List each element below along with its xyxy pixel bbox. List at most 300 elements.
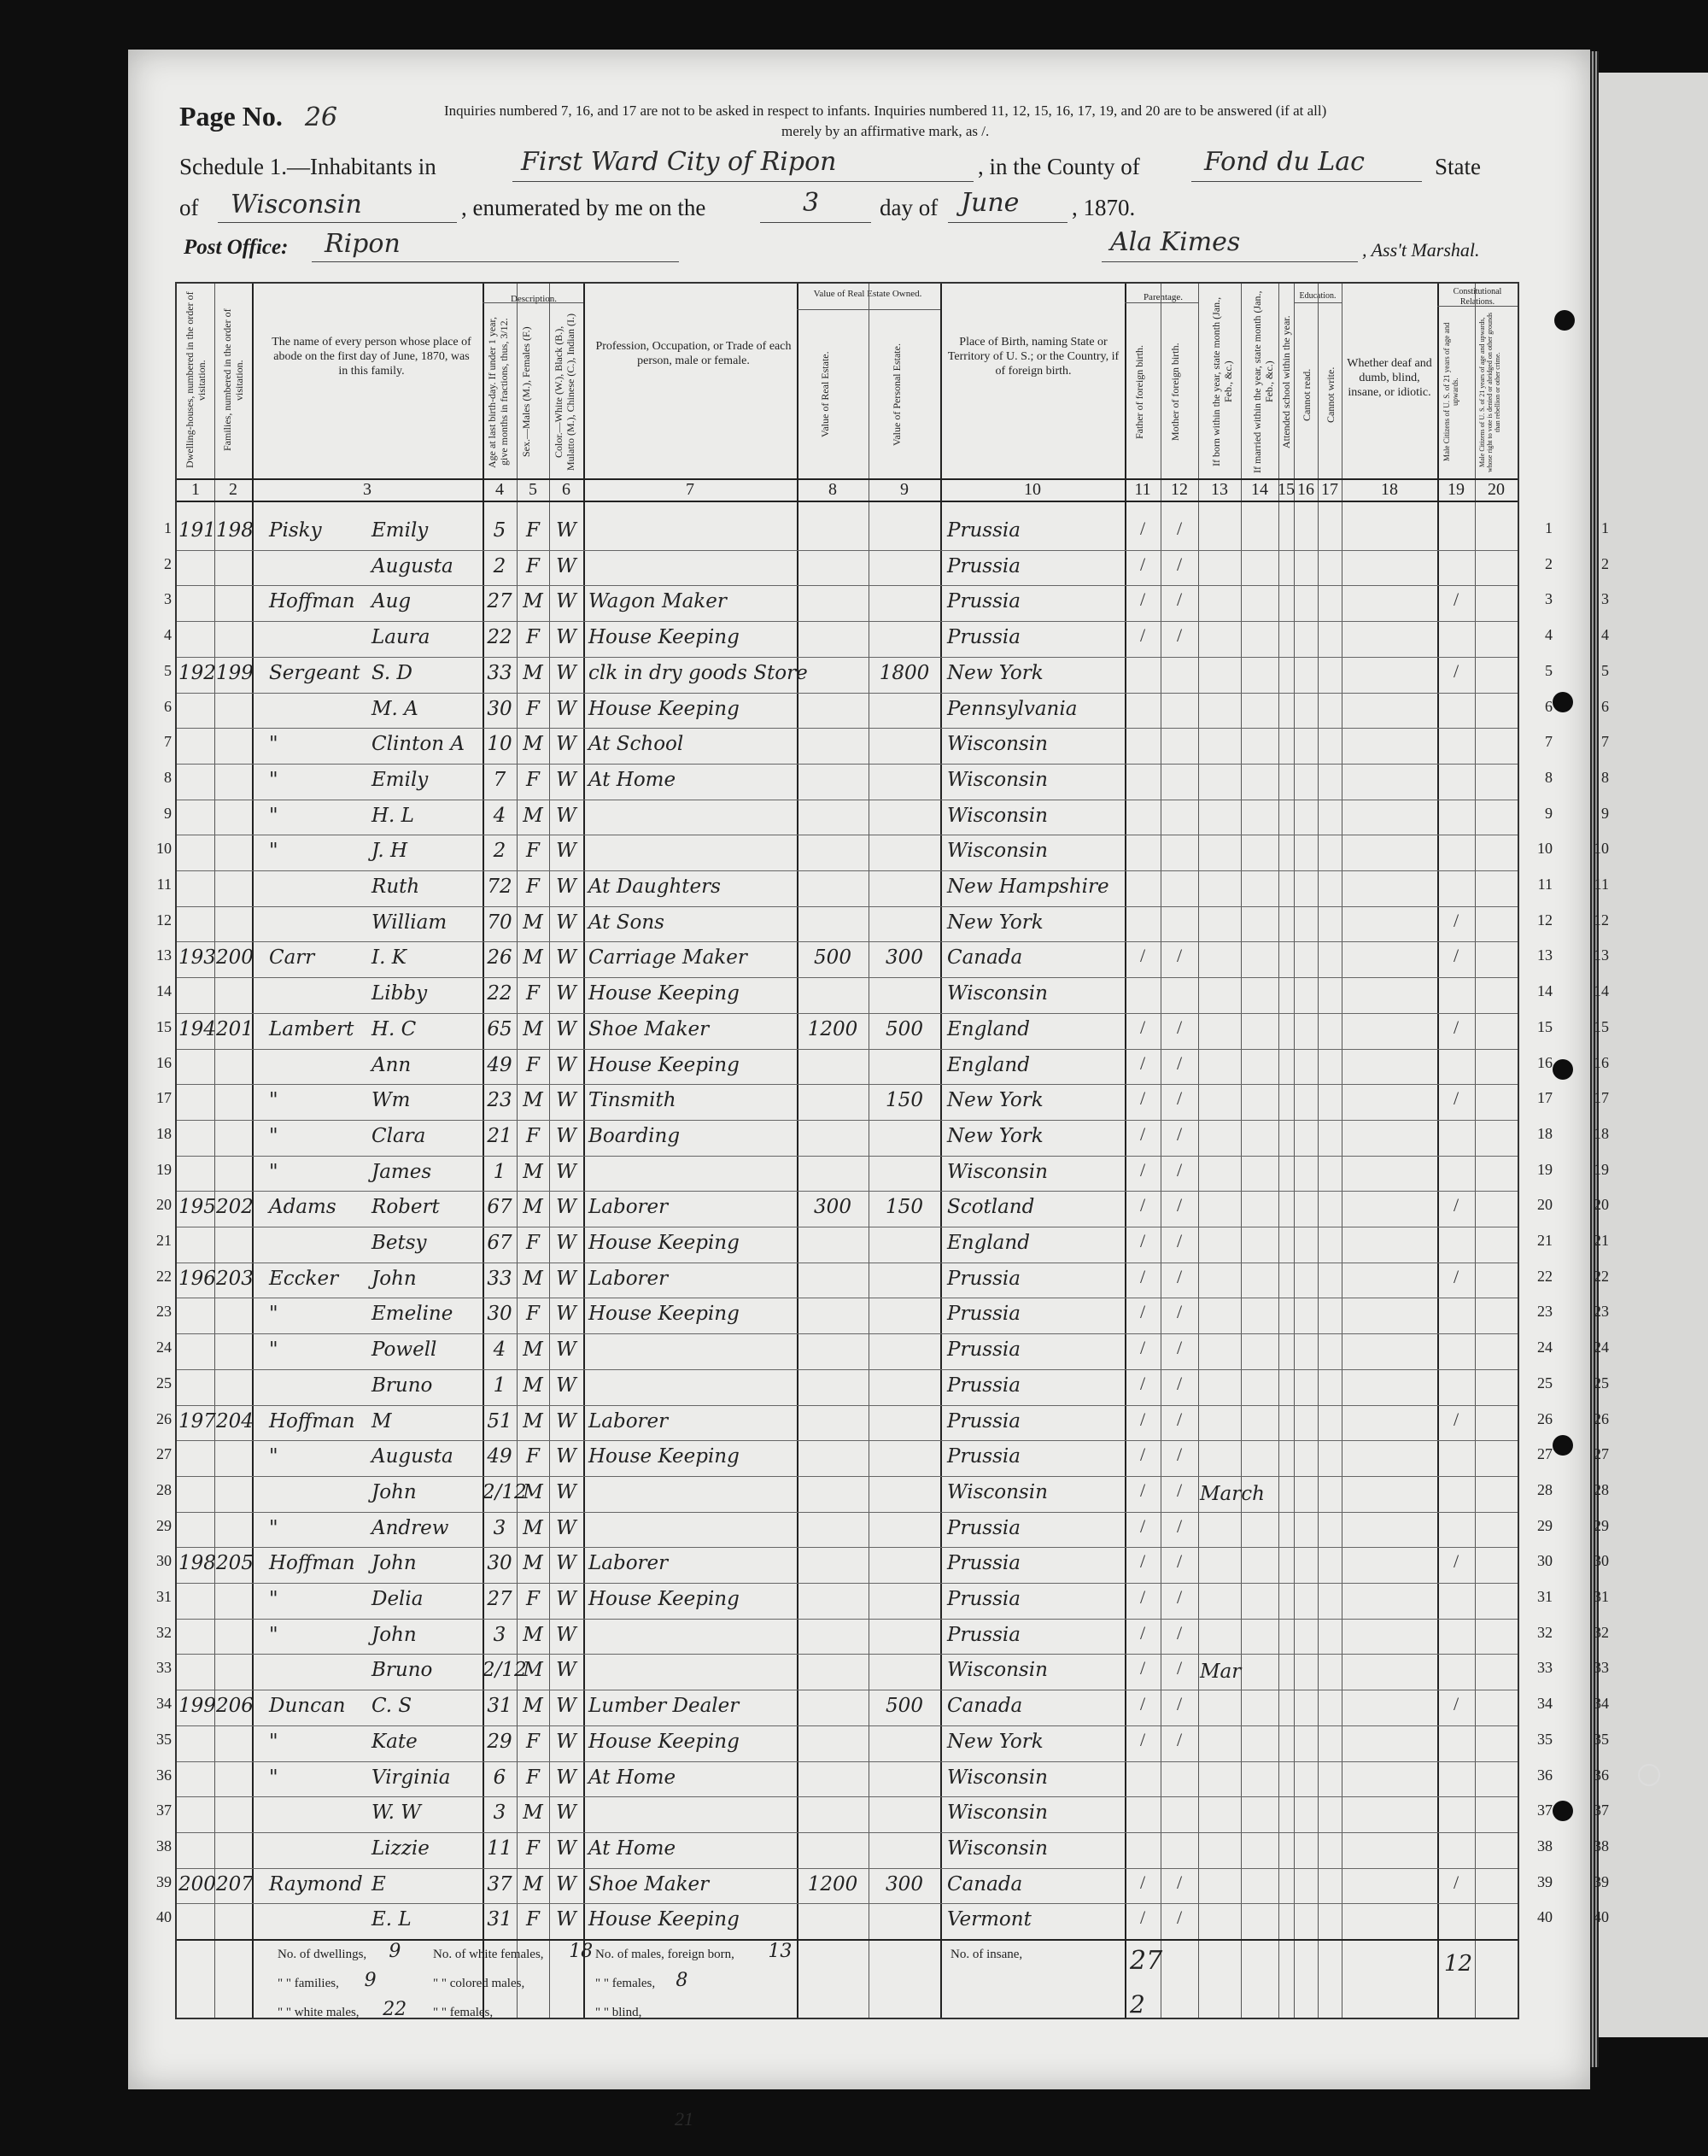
mother-foreign-mark: /: [1176, 1230, 1183, 1251]
month-value: June: [961, 188, 1020, 218]
male-citizen-mark: /: [1453, 589, 1459, 611]
color: W: [556, 840, 576, 863]
mother-foreign-mark: /: [1176, 945, 1183, 967]
row-number: 40: [1537, 1908, 1553, 1926]
post-office-label: Post Office:: [184, 236, 289, 259]
color: W: [556, 1695, 576, 1718]
male-citizen-mark: /: [1453, 1871, 1459, 1893]
surname: Hoffman: [269, 590, 355, 613]
surname: ": [269, 1124, 278, 1147]
row-number: 17: [1537, 1089, 1553, 1107]
row-number: 1: [1545, 519, 1553, 536]
age: 22: [487, 982, 512, 1005]
row-number: 16: [1537, 1053, 1553, 1071]
birthplace: Prussia: [947, 1516, 1021, 1539]
row-number: 32: [1594, 1623, 1609, 1641]
birthplace: Prussia: [947, 1445, 1021, 1468]
father-foreign-mark: /: [1139, 1514, 1146, 1537]
color: W: [556, 1267, 576, 1290]
column-rule: [1294, 284, 1295, 2018]
given-name: Bruno: [371, 1659, 433, 1682]
row-number: 12: [1594, 911, 1609, 929]
row-number: 30: [1537, 1552, 1553, 1570]
male-citizen-mark: /: [1453, 909, 1459, 931]
mother-foreign-mark: /: [1176, 1122, 1183, 1145]
row-rule: [177, 728, 1518, 729]
birthplace: Canada: [947, 1872, 1023, 1895]
occupation: Shoe Maker: [588, 1017, 710, 1040]
row-number: 11: [1594, 876, 1609, 893]
mother-foreign-mark: /: [1176, 1444, 1183, 1466]
row-number: 3: [1601, 590, 1609, 608]
color: W: [556, 1766, 576, 1789]
row-number: 28: [1594, 1480, 1609, 1498]
col5-header: Sex.—Males (M.), Females (F.): [520, 326, 532, 458]
birthplace: Wisconsin: [947, 982, 1048, 1005]
sex: F: [526, 1445, 540, 1468]
given-name: John: [371, 1480, 417, 1503]
footer-mark: 21: [675, 2108, 693, 2130]
sex: M: [523, 946, 543, 970]
father-foreign-mark: /: [1139, 1087, 1146, 1110]
mother-foreign-mark: /: [1176, 553, 1183, 575]
occupation: At Home: [588, 768, 676, 791]
row-rule: [177, 1369, 1518, 1370]
birthplace: Canada: [947, 946, 1023, 970]
age: 11: [487, 1837, 512, 1860]
birthplace: Prussia: [947, 1409, 1021, 1432]
row-number: 34: [156, 1695, 172, 1713]
sex: M: [523, 1516, 543, 1539]
row-rule: [177, 870, 1518, 871]
row-number: 22: [1537, 1267, 1553, 1285]
personal-estate-value: 300: [886, 946, 923, 970]
punch-ring: [1638, 1764, 1660, 1786]
age: 33: [487, 1267, 512, 1290]
row-number: 11: [1537, 876, 1553, 893]
father-foreign-mark: /: [1139, 624, 1146, 647]
birthplace: Prussia: [947, 1623, 1021, 1646]
birthplace: Prussia: [947, 1339, 1021, 1362]
male-citizen-mark: /: [1453, 1087, 1459, 1110]
mother-foreign-mark: /: [1176, 1657, 1183, 1679]
subheader-rule: [1125, 302, 1198, 303]
row-number: 7: [1545, 733, 1553, 751]
row-number: 29: [1537, 1516, 1553, 1534]
row-number: 3: [164, 590, 172, 608]
given-name: John: [371, 1623, 417, 1646]
mother-foreign-mark: /: [1176, 1871, 1183, 1893]
given-name: Ruth: [371, 876, 420, 898]
color: W: [556, 1196, 576, 1219]
row-number: 4: [164, 626, 172, 644]
row-number: 19: [1594, 1160, 1609, 1178]
marshal-underline: [1102, 261, 1358, 262]
col20-header: Male Citizens of U. S. of 21 years of age and upwards, whose right to vote is denied or abridged on other grounds than rebellion or other crime.: [1478, 312, 1501, 472]
birthplace: Prussia: [947, 1267, 1021, 1290]
occupation: Shoe Maker: [588, 1872, 710, 1895]
father-foreign-mark: /: [1139, 1158, 1146, 1181]
row-rule: [177, 1583, 1518, 1584]
given-name: Delia: [371, 1588, 424, 1610]
column-rule: [583, 284, 585, 2018]
given-name: Libby: [371, 982, 428, 1005]
sex: M: [523, 1196, 543, 1219]
row-rule: [177, 1440, 1518, 1441]
color: W: [556, 1089, 576, 1112]
col13-header: If born within the year, state month (Jan., Feb., &c.): [1210, 296, 1234, 467]
real-estate-value: 1200: [807, 1017, 858, 1040]
row-number: 16: [156, 1053, 172, 1071]
row-number: 21: [1594, 1232, 1609, 1249]
given-name: Emeline: [371, 1303, 453, 1326]
occupation: Wagon Maker: [588, 590, 727, 613]
occupation: At Home: [588, 1837, 676, 1860]
enumerated-label: , enumerated by me on the: [461, 195, 706, 220]
col6-header: Color.—White (W.), Black (B.), Mulatto (M.), Chinese (C.), Indian (I.): [553, 313, 576, 471]
row-number: 23: [1537, 1303, 1553, 1321]
summary-label: " " families,: [278, 1977, 339, 1990]
post-office-underline: [312, 261, 679, 262]
personal-estate-value: 1800: [879, 661, 930, 684]
sex: F: [526, 1766, 540, 1789]
row-number: 22: [1594, 1267, 1609, 1285]
county-underline: [1191, 181, 1422, 182]
surname: Hoffman: [269, 1409, 355, 1432]
mother-foreign-mark: /: [1176, 589, 1183, 611]
dwelling-number: 198: [178, 1552, 216, 1575]
subheader-rule: [1437, 306, 1518, 307]
mother-foreign-mark: /: [1176, 1621, 1183, 1643]
row-number: 27: [1537, 1445, 1553, 1463]
father-foreign-mark: /: [1139, 1016, 1146, 1038]
state-underline: [218, 222, 457, 223]
father-foreign-mark: /: [1139, 1372, 1146, 1394]
col10-header: Place of Birth, naming State or Territory of U. S.; or the Country, if of foreign birth.: [947, 336, 1120, 378]
col11-header: Father of foreign birth.: [1133, 345, 1145, 439]
col7-header: Profession, Occupation, or Trade of each person, male or female.: [595, 340, 792, 367]
adjacent-page-edge: [1595, 73, 1708, 2037]
insane-label: No. of insane,: [951, 1948, 1023, 1961]
summary-label: " " females,: [595, 1977, 656, 1990]
given-name: Lizzie: [371, 1837, 430, 1860]
age: 4: [493, 1339, 506, 1362]
color: W: [556, 1516, 576, 1539]
row-number: 5: [1545, 661, 1553, 679]
given-name: Clara: [371, 1124, 426, 1147]
given-name: Emily: [371, 768, 429, 791]
given-name: John: [371, 1267, 417, 1290]
row-rule: [177, 1654, 1518, 1655]
family-number: 199: [216, 661, 254, 684]
male-citizen-mark: /: [1453, 1194, 1459, 1216]
father-foreign-mark: /: [1139, 1122, 1146, 1145]
summary-label: " " females,: [433, 2006, 494, 2019]
age: 2: [493, 840, 506, 863]
day-value: 3: [803, 188, 820, 218]
parentage-total-2: 2: [1130, 1990, 1145, 2018]
column-rule: [797, 284, 798, 2018]
age: 67: [487, 1232, 512, 1254]
dwelling-number: 199: [178, 1695, 216, 1718]
row-rule: [177, 550, 1518, 551]
row-number: 22: [156, 1267, 172, 1285]
row-rule: [177, 657, 1518, 658]
sex: M: [523, 804, 543, 827]
age: 23: [487, 1089, 512, 1112]
father-foreign-mark: /: [1139, 1052, 1146, 1074]
surname: ": [269, 733, 278, 756]
col12-header: Mother of foreign birth.: [1169, 343, 1181, 442]
row-number: 36: [1594, 1766, 1609, 1784]
mother-foreign-mark: /: [1176, 1586, 1183, 1608]
day-of-label: day of: [880, 195, 939, 220]
male-citizen-mark: /: [1453, 1265, 1459, 1287]
row-rule: [177, 1725, 1518, 1726]
surname: ": [269, 1623, 278, 1646]
column-number: 4: [495, 480, 504, 499]
row-number: 9: [1601, 804, 1609, 822]
mother-foreign-mark: /: [1176, 1907, 1183, 1929]
age: 1: [493, 1160, 506, 1183]
color: W: [556, 1908, 576, 1931]
inquiry-note-line2: merely by an affirmative mark, as /.: [781, 123, 990, 139]
column-rule: [1318, 284, 1319, 2018]
dwelling-number: 197: [178, 1409, 216, 1432]
row-number: 33: [156, 1659, 172, 1677]
column-number: 12: [1171, 480, 1188, 499]
col9-header: Value of Personal Estate.: [891, 343, 903, 446]
row-rule: [177, 621, 1518, 622]
sex: F: [526, 1837, 540, 1860]
dwelling-number: 192: [178, 661, 216, 684]
color: W: [556, 1445, 576, 1468]
birthplace: New York: [947, 661, 1044, 684]
birthplace: Wisconsin: [947, 1480, 1048, 1503]
mother-foreign-mark: /: [1176, 1479, 1183, 1501]
column-number: 9: [900, 480, 909, 499]
sex: M: [523, 1160, 543, 1183]
column-rule: [1198, 284, 1199, 2018]
row-number: 2: [1545, 554, 1553, 572]
totals-rule: [177, 1939, 1518, 1941]
given-name: Augusta: [371, 1445, 453, 1468]
age: 22: [487, 626, 512, 649]
schedule-line: Schedule 1.—Inhabitants in: [179, 154, 436, 179]
occupation: House Keeping: [588, 1445, 740, 1468]
binding-hole: [1553, 1801, 1573, 1821]
color: W: [556, 1588, 576, 1610]
surname: ": [269, 1766, 278, 1789]
age: 7: [493, 768, 506, 791]
family-number: 198: [216, 519, 254, 542]
color: W: [556, 1730, 576, 1753]
color: W: [556, 1124, 576, 1147]
birthplace: New York: [947, 1089, 1044, 1112]
row-number: 26: [1537, 1409, 1553, 1427]
sex: F: [526, 768, 540, 791]
sex: M: [523, 1480, 543, 1503]
row-number: 16: [1594, 1053, 1609, 1071]
age: 3: [493, 1802, 506, 1825]
col19-header: Male Citizens of U. S. of 21 years of age and upwards.: [1442, 322, 1459, 462]
row-number: 40: [1594, 1908, 1609, 1926]
row-number: 36: [1537, 1766, 1553, 1784]
birthplace: Wisconsin: [947, 1160, 1048, 1183]
father-foreign-mark: /: [1139, 1230, 1146, 1251]
column-rule: [940, 284, 942, 2018]
surname: ": [269, 1730, 278, 1753]
birthplace: Pennsylvania: [947, 697, 1078, 720]
birthplace: New York: [947, 1124, 1044, 1147]
parentage-total: 27: [1130, 1946, 1163, 1976]
summary-label: " " white males,: [278, 2006, 360, 2019]
birthplace: New York: [947, 1730, 1044, 1753]
personal-estate-value: 150: [886, 1089, 923, 1112]
birthplace: New Hampshire: [947, 876, 1109, 898]
sex: F: [526, 1053, 540, 1076]
inquiry-note: [444, 101, 1326, 142]
occupation: Laborer: [588, 1552, 669, 1575]
male-citizen-mark: /: [1453, 1016, 1459, 1038]
birthplace: England: [947, 1017, 1030, 1040]
column-rule: [549, 284, 550, 2018]
surname: ": [269, 1160, 278, 1183]
row-number: 11: [156, 876, 172, 893]
surname: Carr: [269, 946, 315, 970]
occupation: House Keeping: [588, 626, 740, 649]
occupation: Lumber Dealer: [588, 1695, 740, 1718]
sex: F: [526, 554, 540, 577]
row-number: 6: [1601, 697, 1609, 715]
sex: F: [526, 1124, 540, 1147]
father-foreign-mark: /: [1139, 1693, 1146, 1715]
color: W: [556, 590, 576, 613]
surname: Lambert: [269, 1017, 354, 1040]
occupation: House Keeping: [588, 1730, 740, 1753]
row-rule: [177, 1903, 1518, 1904]
row-rule: [177, 977, 1518, 978]
occupation: At Sons: [588, 911, 664, 934]
row-number: 17: [1594, 1089, 1609, 1107]
surname: ": [269, 1303, 278, 1326]
month-underline: [948, 222, 1068, 223]
surname: ": [269, 804, 278, 827]
row-number: 6: [1545, 697, 1553, 715]
mother-foreign-mark: /: [1176, 1408, 1183, 1430]
summary-value: 9: [364, 1970, 377, 1991]
sex: F: [526, 1303, 540, 1326]
color: W: [556, 1160, 576, 1183]
row-number: 27: [1594, 1445, 1609, 1463]
sex: F: [526, 697, 540, 720]
given-name: I. K: [371, 946, 407, 970]
personal-estate-value: 500: [886, 1695, 923, 1718]
col14-header: If married within the year, state month (Jan., Feb., &c.): [1251, 290, 1275, 473]
row-number: 35: [1537, 1730, 1553, 1748]
row-rule: [177, 1761, 1518, 1762]
row-number: 8: [164, 768, 172, 786]
age: 27: [487, 590, 512, 613]
surname: Adams: [269, 1196, 336, 1219]
color: W: [556, 911, 576, 934]
age: 10: [487, 733, 512, 756]
father-foreign-mark: /: [1139, 589, 1146, 611]
constitutional-header: Constitutional Relations.: [1453, 287, 1502, 307]
mother-foreign-mark: /: [1176, 624, 1183, 647]
color: W: [556, 1659, 576, 1682]
summary-label: No. of dwellings,: [278, 1948, 367, 1961]
row-number: 35: [1594, 1730, 1609, 1748]
row-number: 13: [1537, 946, 1553, 964]
age: 49: [487, 1445, 512, 1468]
column-rule: [1241, 284, 1242, 2018]
row-number: 19: [156, 1160, 172, 1178]
age: 51: [487, 1409, 512, 1432]
row-number: 10: [1537, 840, 1553, 858]
dwelling-number: 195: [178, 1196, 216, 1219]
father-foreign-mark: /: [1139, 1194, 1146, 1216]
row-number: 37: [1594, 1802, 1609, 1819]
row-number: 2: [1601, 554, 1609, 572]
personal-estate-value: 300: [886, 1872, 923, 1895]
row-number: 40: [156, 1908, 172, 1926]
row-number: 8: [1545, 768, 1553, 786]
birthplace: Wisconsin: [947, 840, 1048, 863]
given-name: Clinton A: [371, 733, 465, 756]
age: 6: [493, 1766, 506, 1789]
row-rule: [177, 906, 1518, 907]
sex: F: [526, 982, 540, 1005]
row-rule: [177, 1619, 1518, 1620]
column-number: 3: [363, 480, 371, 499]
mother-foreign-mark: /: [1176, 1087, 1183, 1110]
row-number: 25: [1594, 1374, 1609, 1391]
given-name: Bruno: [371, 1374, 433, 1397]
row-number: 17: [156, 1089, 172, 1107]
male-citizen-mark: /: [1453, 1550, 1459, 1573]
color: W: [556, 1409, 576, 1432]
mother-foreign-mark: /: [1176, 1016, 1183, 1038]
col3-header: The name of every person whose place of abode on the first day of June, 1870, was in this family.: [272, 336, 471, 378]
occupation: Carriage Maker: [588, 946, 747, 970]
county-label: , in the County of: [978, 154, 1140, 179]
row-number: 34: [1594, 1695, 1609, 1713]
occupation: House Keeping: [588, 1908, 740, 1931]
row-number: 18: [156, 1124, 172, 1142]
occupation: Tinsmith: [588, 1089, 676, 1112]
color: W: [556, 1837, 576, 1860]
summary-value: 22: [383, 1999, 407, 2020]
column-rule: [252, 284, 254, 2018]
father-foreign-mark: /: [1139, 945, 1146, 967]
subheader-rule: [797, 309, 940, 310]
father-foreign-mark: /: [1139, 1550, 1146, 1573]
col15-header: Attended school within the year.: [1280, 315, 1292, 448]
sex: M: [523, 911, 543, 934]
row-number: 15: [1594, 1017, 1609, 1035]
male-citizen-mark: /: [1453, 945, 1459, 967]
sex: M: [523, 733, 543, 756]
mother-foreign-mark: /: [1176, 1550, 1183, 1573]
summary-label: " " colored males,: [433, 1977, 525, 1990]
row-number: 24: [156, 1339, 172, 1356]
row-rule: [177, 1832, 1518, 1833]
row-number: 4: [1545, 626, 1553, 644]
column-number: 15: [1278, 480, 1295, 499]
birthplace: England: [947, 1053, 1030, 1076]
row-number: 15: [1537, 1017, 1553, 1035]
